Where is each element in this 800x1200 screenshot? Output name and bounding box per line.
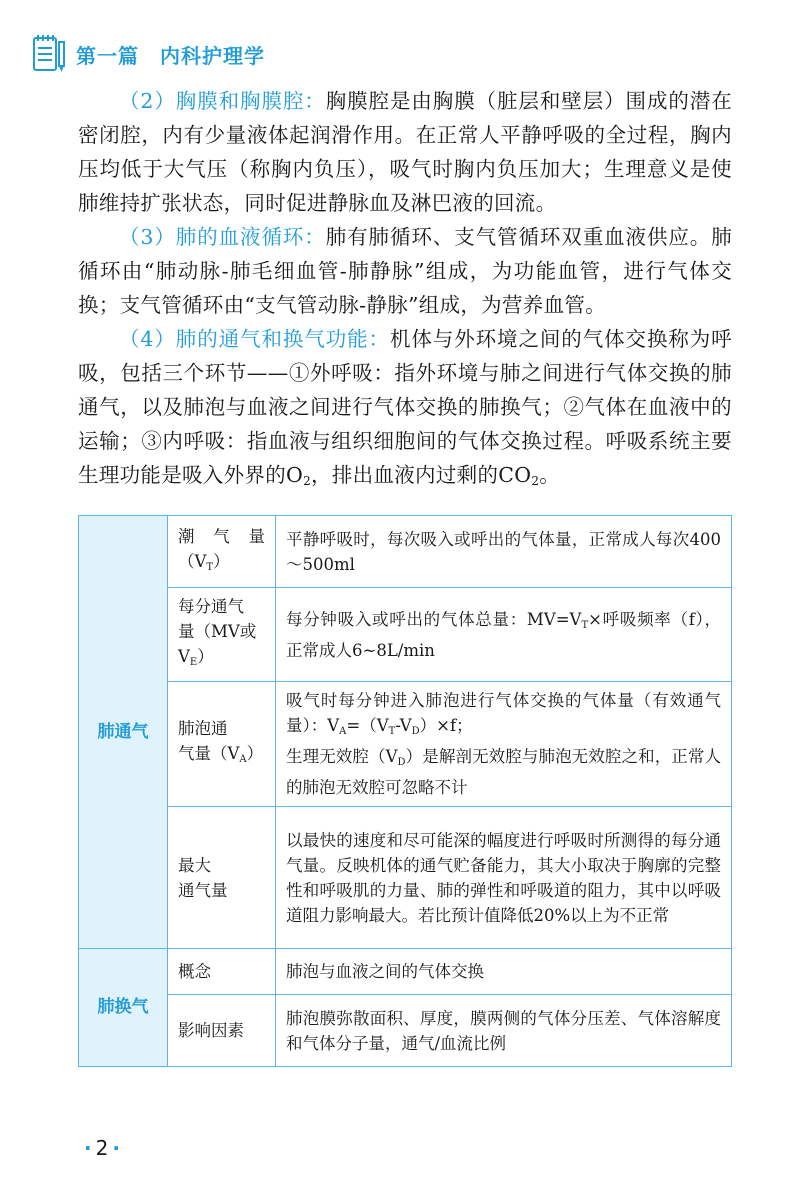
max-ventilation-name: 最大 通气量: [168, 807, 276, 949]
table-row: [79, 682, 732, 807]
table-row: [79, 949, 732, 995]
tidal-volume-desc: 平静呼吸时，每次吸入或呼出的气体量，正常成人每次400～500ml: [276, 516, 732, 588]
table-row: [79, 588, 732, 682]
paragraph-ventilation: [78, 322, 732, 498]
table-row: [79, 807, 732, 949]
alveolar-ventilation-name: 肺泡通 气量（VA）: [168, 682, 276, 807]
chapter-title: 第一篇 内科护理学: [76, 43, 265, 68]
minute-ventilation-name: 每分通气 量（MV或 VE）: [168, 588, 276, 682]
paragraph-pleura: [78, 84, 732, 220]
concept-name: 概念: [168, 949, 276, 995]
term-pleura: （2）胸膜和胸膜腔：: [119, 89, 326, 113]
term-circulation: （3）肺的血液循环：: [119, 225, 326, 249]
lung-function-table: [78, 515, 732, 1067]
page-header: [30, 32, 265, 76]
text-ventilation: 机体与外环境之间的气体交换称为呼吸，包括三个环节——①外呼吸：指外环境与肺之间进行气体交换的肺通气，以及肺泡与血液之间进行气体交换的肺换气；②气体在血液中的运输；③内呼吸：指血液与组织细胞间的气体交换过程。呼吸系统主要生理功能是吸入外界的O: [78, 327, 732, 487]
text-circulation: 肺有肺循环、支气管循环双重血液供应。肺循环由“肺动脉-肺毛细血管-肺静脉”组成，为功能血管，进行气体交换；支气管循环由“支气管动脉-静脉”组成，为营养血管。: [78, 225, 732, 317]
text-ventilation-end: 。: [539, 463, 561, 487]
text-pleura: 胸膜腔是由胸膜（脏层和壁层）围成的潜在密闭腔，内有少量液体起润滑作用。在正常人平静呼吸的全过程，胸内压均低于大气压（称胸内负压），吸气时胸内负压加大；生理意义是使肺维持扩张状态，同时促进静脉血及淋巴液的回流。: [78, 89, 732, 215]
category-gas-exchange: 肺换气: [79, 949, 168, 1067]
page-number: · 2 ·: [84, 1136, 120, 1160]
page-number-value: 2: [95, 1136, 109, 1160]
body-text: [78, 84, 732, 498]
factors-desc: 肺泡膜弥散面积、厚度，膜两侧的气体分压差、气体溶解度和气体分子量，通气/血流比例: [276, 995, 732, 1067]
text-ventilation-2: ，排出血液内过剩的CO: [311, 463, 532, 487]
max-ventilation-desc: 以最快的速度和尽可能深的幅度进行呼吸时所测得的每分通气量。反映机体的通气贮备能力，其大小取决于胸廓的完整性和呼吸肌的力量、肺的弹性和呼吸道的阻力，其中以呼吸道阻力影响最大。若比预计值降低20%以上为不正常: [276, 807, 732, 949]
subscript-o2: 2: [303, 474, 312, 488]
alveolar-ventilation-desc: 吸气时每分钟进入肺泡进行气体交换的气体量（有效通气量）：VA=（VT-VD）×f； 生理无效腔（VD）是解剖无效腔与肺泡无效腔之和，正常人的肺泡无效腔可忽略不计: [276, 682, 732, 807]
minute-ventilation-desc: 每分钟吸入或呼出的气体总量：MV=VT×呼吸频率（f），正常成人6~8L/min: [276, 588, 732, 682]
paragraph-circulation: [78, 220, 732, 322]
concept-desc: 肺泡与血液之间的气体交换: [276, 949, 732, 995]
factors-name: 影响因素: [168, 995, 276, 1067]
subscript-co2: 2: [531, 474, 540, 488]
category-ventilation: 肺通气: [79, 516, 168, 949]
notebook-pencil-icon: [30, 33, 68, 75]
table-row: [79, 995, 732, 1067]
table-row: [79, 516, 732, 588]
tidal-volume-name: 潮 气 量 （VT）: [168, 516, 276, 588]
term-ventilation: （4）肺的通气和换气功能：: [119, 327, 390, 351]
